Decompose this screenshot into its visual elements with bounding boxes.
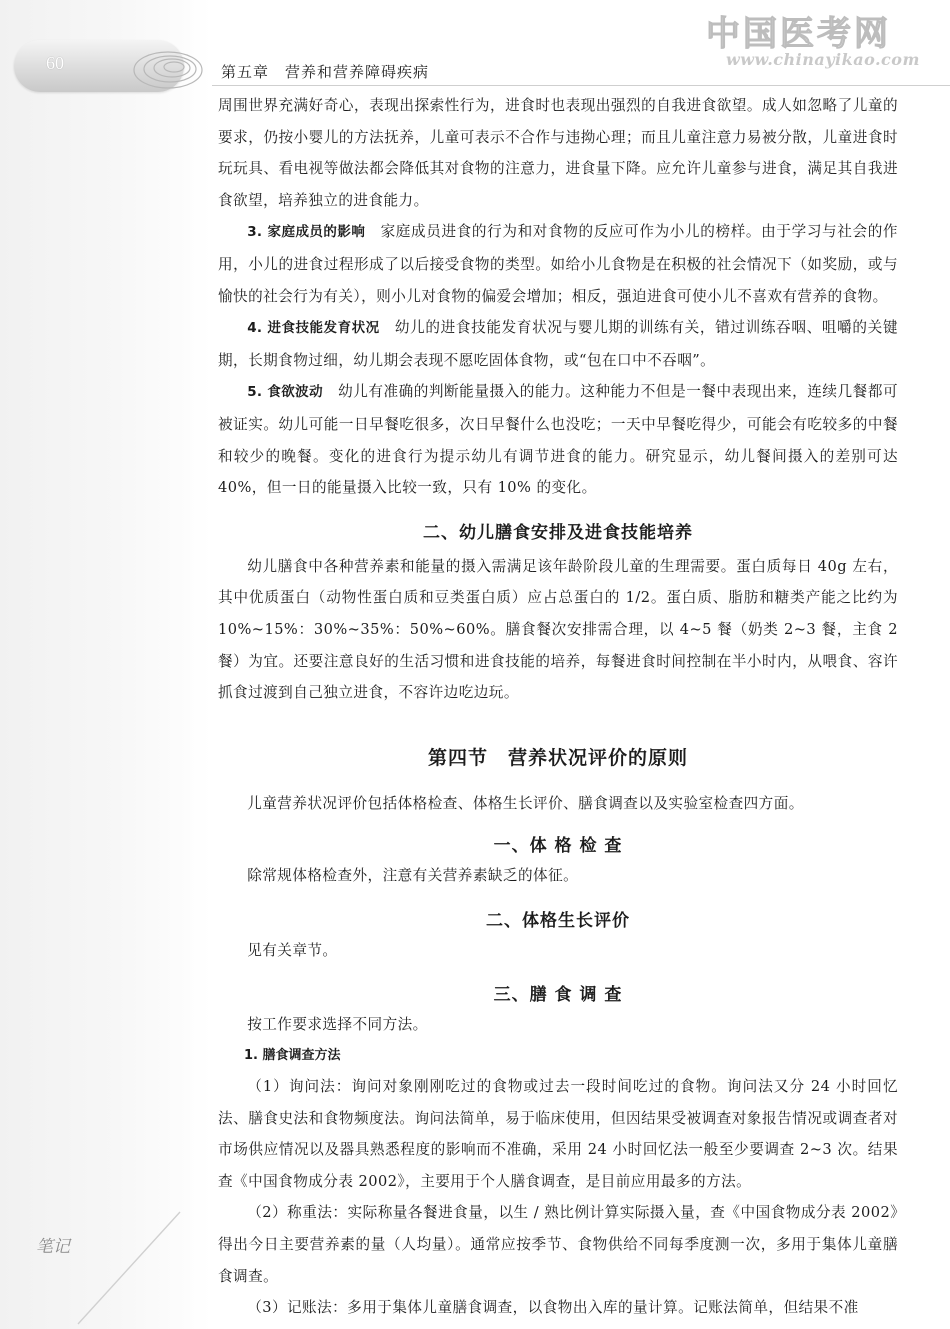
chapter-section-title: 第四节 营养状况评价的原则: [427, 746, 688, 769]
margin-band: [0, 0, 212, 1329]
watermark-url: www.chinayikao.com: [726, 50, 920, 69]
swirl-ornament-icon: [128, 38, 218, 98]
paragraph: （2）称重法：实际称量各餐进食量，以生 / 熟比例计算实际摄入量，查《中国食物成分表 2002》得出今日主要营养素的量（人均量）。通常应按季节、食物供给不同每季度测一次，多用于集体儿童膳食调查。: [218, 1204, 898, 1285]
paragraph: [218, 216, 898, 312]
header-rule: [212, 85, 950, 86]
section-heading: 一、体 格 检 查: [493, 836, 623, 857]
watermark-logo: 中国医考网: [706, 14, 891, 54]
paragraph: 周围世界充满好奇心，表现出探索性行为，进食时也表现出强烈的自我进食欲望。成人如忽略了儿童的要求，仍按小婴儿的方法抚养，儿童可表示不合作与违拗心理；而且儿童注意力易被分散，儿童进食时玩玩具、看电视等做法都会降低其对食物的注意力，进食量下降。应允许儿童参与进食，满足其自我进食欲望，培养独立的进食能力。: [218, 97, 898, 209]
paragraph: 见有关章节。: [247, 941, 338, 959]
subheading: 1. 膳食调查方法: [244, 1048, 341, 1064]
section-heading: 二、体格生长评价: [486, 910, 630, 931]
page-content: [218, 90, 898, 1324]
paragraph: [218, 312, 898, 376]
running-head: 第五章 营养和营养障碍疾病: [221, 63, 430, 81]
paragraph: [218, 376, 898, 503]
notes-label: 笔记: [36, 1237, 70, 1257]
paragraph: 除常规体格检查外，注意有关营养素缺乏的体征。: [247, 867, 579, 885]
paragraph-text: 家庭成员进食的行为和对食物的反应可作为小儿的榜样。由于学习与社会的作用，小儿的进食过程形成了以后接受食物的类型。如给小儿食物是在积极的社会情况下（如奖励，或与愉快的社会行为有关），则小儿对食物的偏爱会增加；相反，强迫进食可使小儿不喜欢有营养的食物。: [218, 223, 898, 305]
paragraph-text: 幼儿有准确的判断能量摄入的能力。这种能力不但是一餐中表现出来，连续几餐都可被证实。幼儿可能一日早餐吃很多，次日早餐什么也没吃；一天中早餐吃得少，可能会有吃较多的中餐和较少的晚餐。变化的进食行为提示幼儿有调节进食的能力。研究显示，幼儿餐间摄入的差别可达 40%，但一日的能量摄入比较一致，只有 10% 的变化。: [218, 383, 898, 497]
paragraph-lead: 3. 家庭成员的影响: [247, 224, 366, 241]
paragraph: （1）询问法：询问对象刚刚吃过的食物或过去一段时间吃过的食物。询问法又分 24 小时回忆法、膳食史法和食物频度法。询问法简单，易于临床使用，但因结果受被调查对象报告情况或调查者对市场供应情况以及器具熟悉程度的影响而不准确，采用 24 小时回忆法一般至少要调查 2~3 次。结果查《中国食物成分表 2002》，主要用于个人膳食调查，是目前应用最多的方法。: [218, 1078, 898, 1190]
notes-pen-stroke-icon: [70, 1208, 190, 1328]
paragraph: 按工作要求选择不同方法。: [247, 1016, 428, 1034]
paragraph-lead: 4. 进食技能发育状况: [247, 320, 380, 337]
paragraph-text: 幼儿的进食技能发育状况与婴儿期的训练有关，错过训练吞咽、咀嚼的关键期，长期食物过细，幼儿期会表现不愿吃固体食物，或“包在口中不吞咽”。: [218, 319, 898, 369]
paragraph: 幼儿膳食中各种营养素和能量的摄入需满足该年龄阶段儿童的生理需要。蛋白质每日 40g 左右，其中优质蛋白（动物性蛋白质和豆类蛋白质）应占总蛋白的 1/2。蛋白质、脂肪和糖类产能之比约为 10%~15%：30%~35%：50%~60%。膳食餐次安排需合理，以 4~5 餐（奶类 2~3 餐，主食 2 餐）为宜。还要注意良好的生活习惯和进食技能的培养，每餐进食时间控制在半小时内，从喂食、容许抓食过渡到自己独立进食，不容许边吃边玩。: [218, 557, 898, 702]
page-number: 60: [46, 53, 64, 73]
paragraph: （3）记账法：多用于集体儿童膳食调查，以食物出入库的量计算。记账法简单，但结果不准: [247, 1299, 859, 1317]
paragraph: 儿童营养状况评价包括体格检查、体格生长评价、膳食调查以及实验室检查四方面。: [247, 794, 804, 812]
paragraph-lead: 5. 食欲波动: [247, 384, 323, 401]
section-heading: 二、幼儿膳食安排及进食技能培养: [423, 522, 693, 543]
section-heading: 三、膳 食 调 查: [493, 985, 623, 1006]
